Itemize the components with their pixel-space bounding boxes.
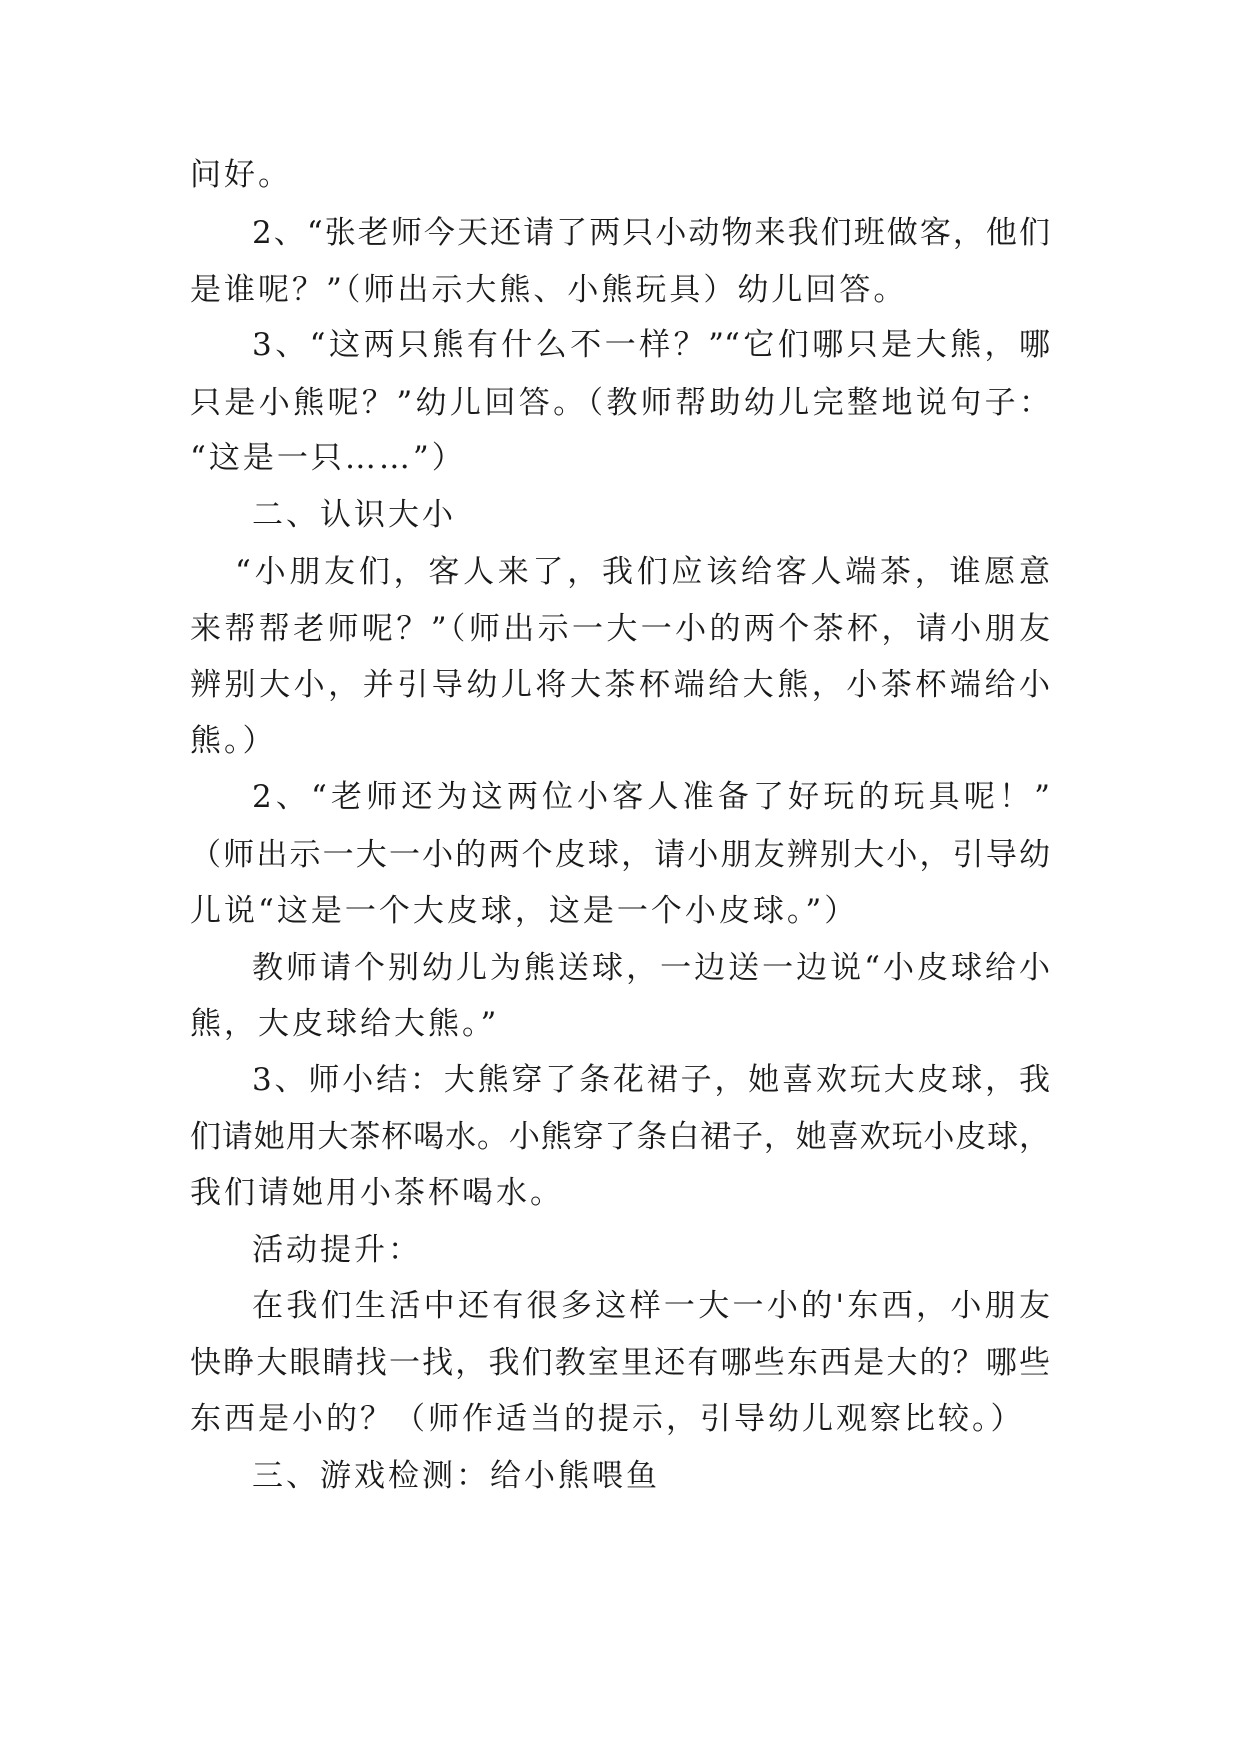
section-heading: 三、游戏检测：给小熊喂鱼: [252, 1458, 660, 1494]
section-heading: 活动提升：: [252, 1232, 422, 1268]
text-line: 熊，大皮球给大熊。”: [190, 1006, 500, 1042]
text-line: 来帮帮老师呢？”（师出示一大一小的两个茶杯，请小朋友: [190, 611, 1050, 647]
text-line: 3、“这两只熊有什么不一样？”“它们哪只是大熊，哪: [252, 327, 1050, 363]
text-line: 问好。: [190, 157, 292, 193]
text-line: 我们请她用小茶杯喝水。: [190, 1175, 564, 1211]
text-line: （师出示一大一小的两个皮球，请小朋友辨别大小，引导幼: [190, 837, 1050, 873]
text-line: 2、“老师还为这两位小客人准备了好玩的玩具呢！”: [252, 779, 1050, 815]
text-line: “这是一只……”）: [190, 440, 466, 476]
text-line: 辨别大小，并引导幼儿将大茶杯端给大熊，小茶杯端给小: [190, 667, 1050, 703]
text-line: “小朋友们，客人来了，我们应该给客人端茶，谁愿意: [235, 554, 1050, 590]
text-line: 2、“张老师今天还请了两只小动物来我们班做客，他们: [252, 215, 1050, 251]
text-line: 只是小熊呢？”幼儿回答。（教师帮助幼儿完整地说句子：: [190, 385, 1050, 421]
section-heading: 二、认识大小: [252, 497, 456, 533]
text-line: 3、师小结：大熊穿了条花裙子，她喜欢玩大皮球，我: [252, 1062, 1050, 1098]
text-line: 快睁大眼睛找一找，我们教室里还有哪些东西是大的？哪些: [190, 1345, 1050, 1381]
text-line: 熊。）: [190, 723, 277, 759]
text-line: 儿说“这是一个大皮球，这是一个小皮球。”）: [190, 893, 859, 929]
text-line: 东西是小的？（师作适当的提示，引导幼儿观察比较。）: [190, 1401, 1025, 1437]
text-line: 教师请个别幼儿为熊送球，一边送一边说“小皮球给小: [252, 950, 1050, 986]
document-page: [190, 155, 1050, 1635]
text-line: 在我们生活中还有很多这样一大一小的'东西，小朋友: [252, 1288, 1050, 1324]
text-line: 是谁呢？”（师出示大熊、小熊玩具）幼儿回答。: [190, 272, 908, 308]
text-line: 们请她用大茶杯喝水。小熊穿了条白裙子，她喜欢玩小皮球，: [190, 1119, 1050, 1155]
